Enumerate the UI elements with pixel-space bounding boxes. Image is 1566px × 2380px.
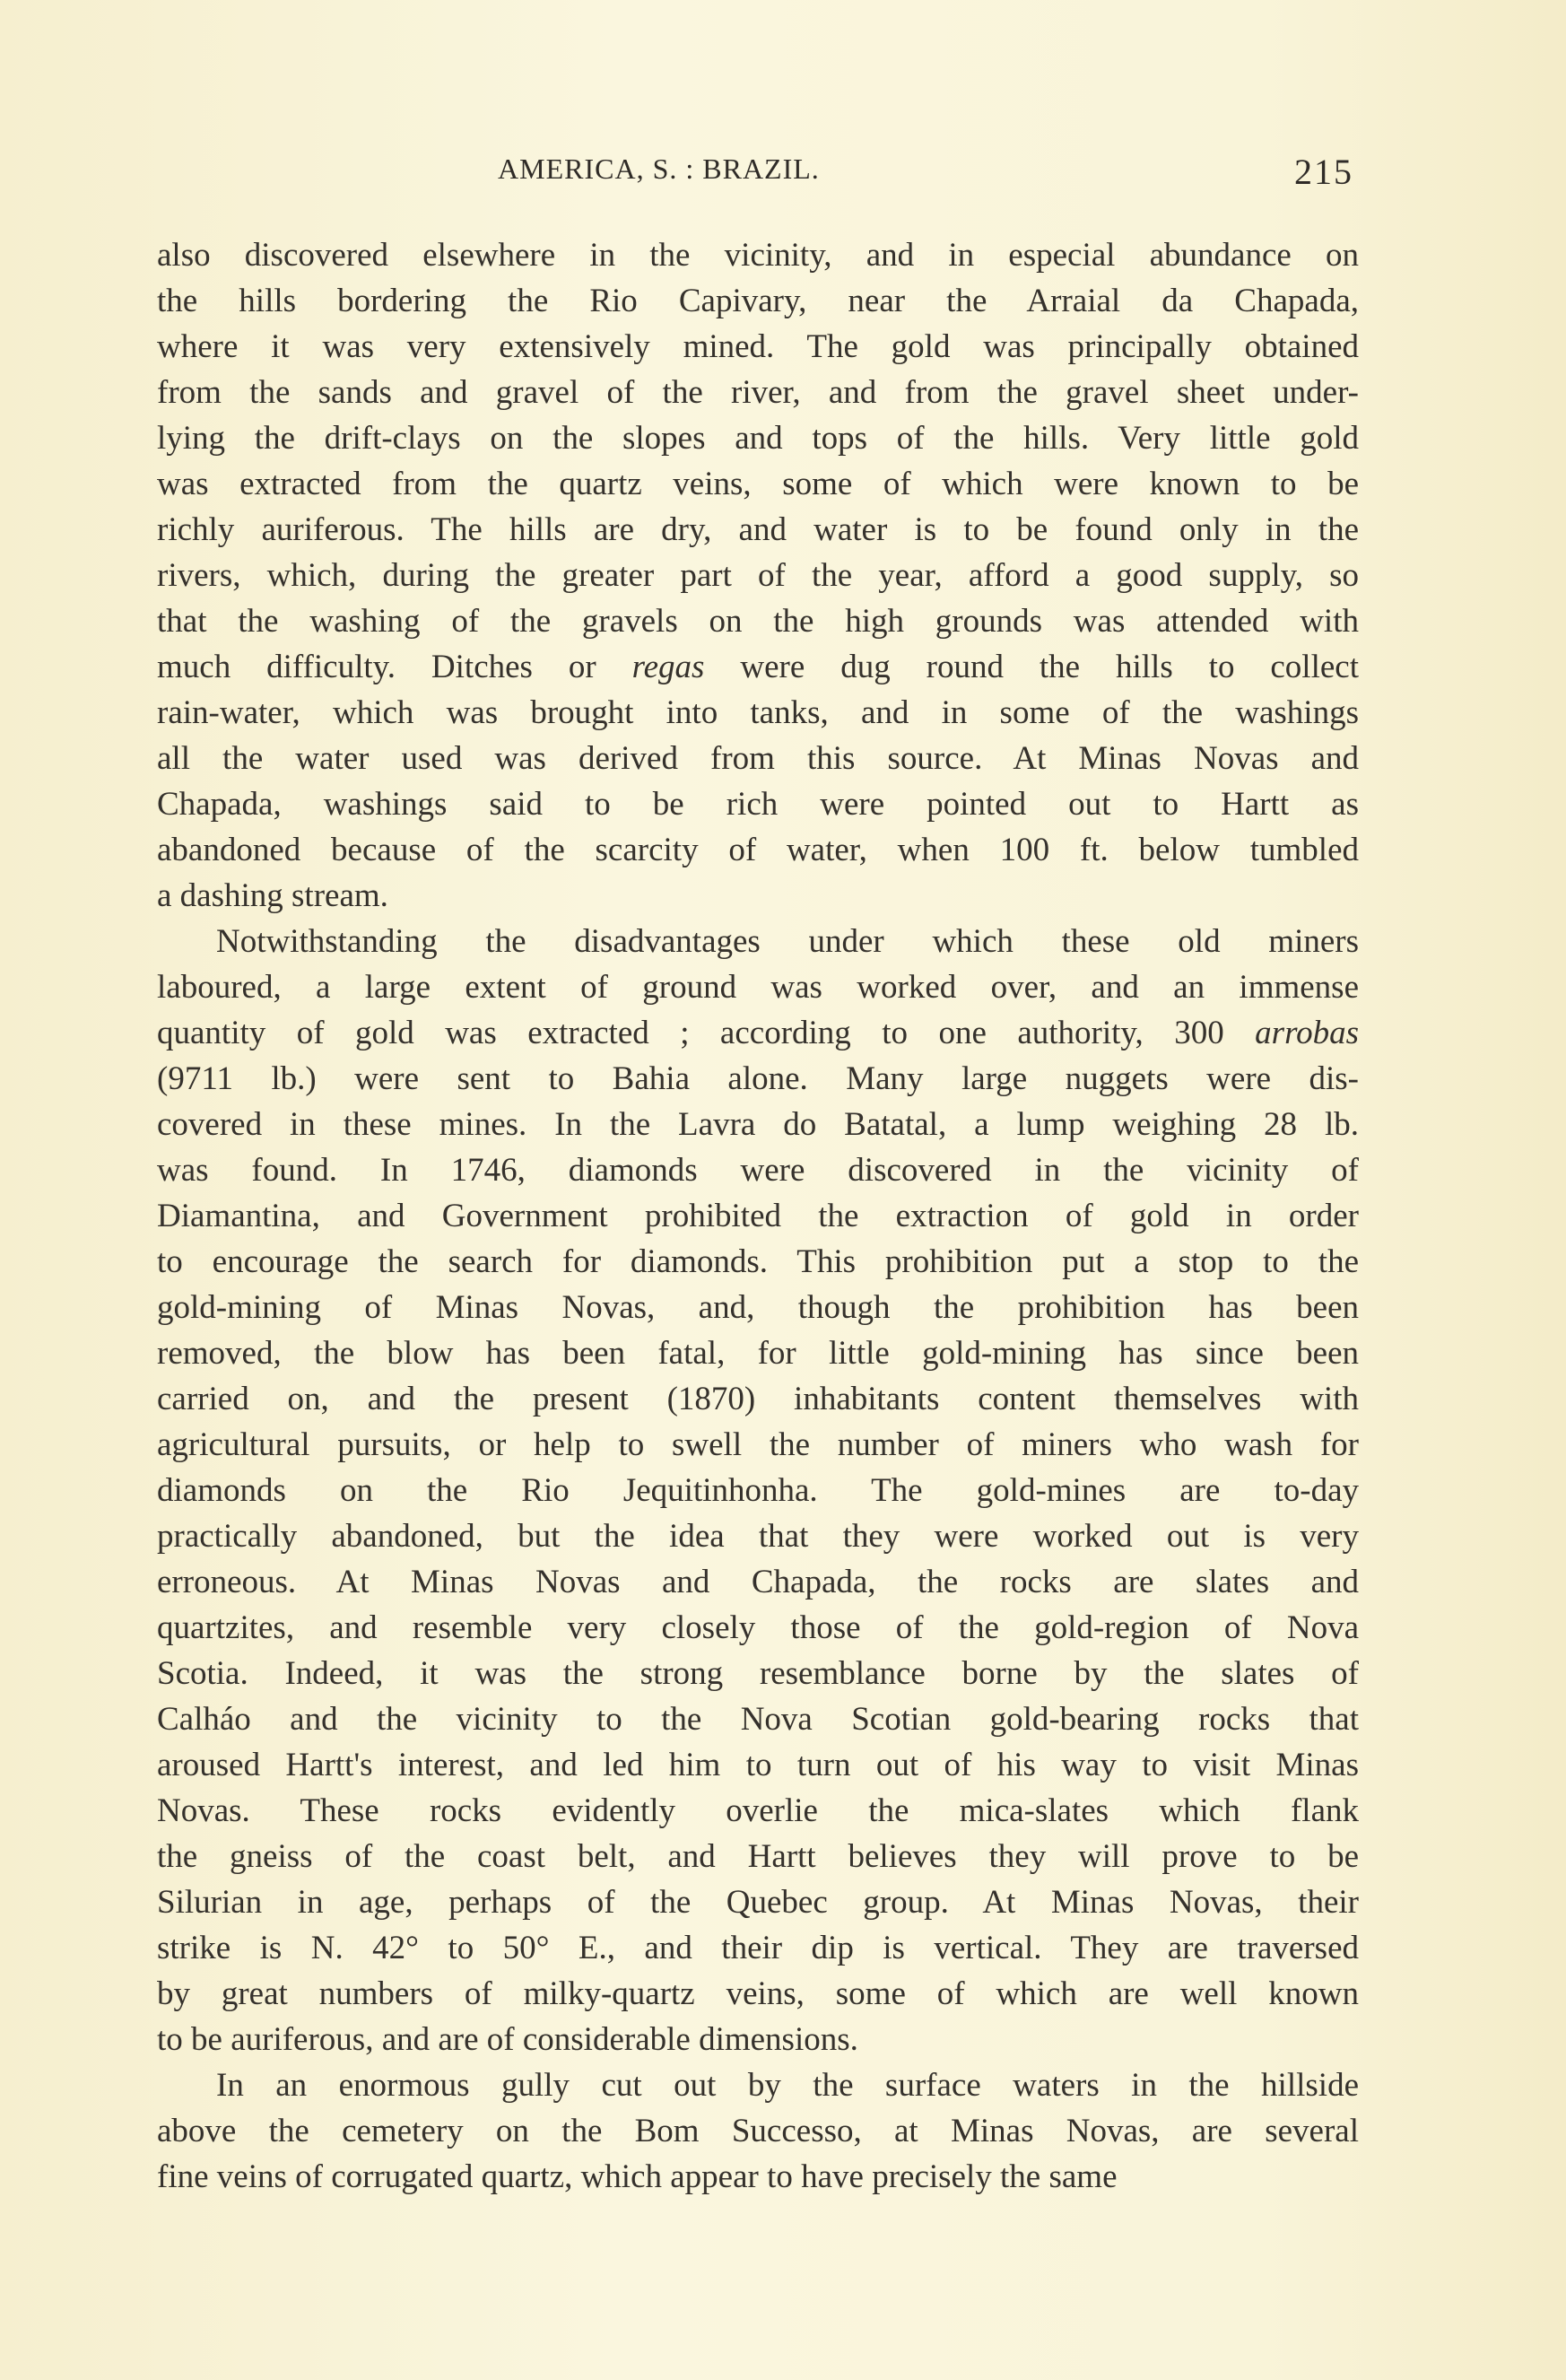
text-line: to encourage the search for diamonds. This prohibition put a stop to the: [157, 1243, 1359, 1280]
running-head: [0, 153, 1566, 197]
text-line: quartzites, and resemble very closely those of the gold-region of Nova: [157, 1609, 1359, 1646]
text-line: Notwithstanding the disadvantages under which these old miners: [216, 923, 1359, 960]
text-line: abandoned because of the scarcity of water, when 100 ft. below tumbled: [157, 832, 1359, 868]
text-line: gold-mining of Minas Novas, and, though the prohibition has been: [157, 1289, 1359, 1326]
text-line: fine veins of corrugated quartz, which appear to have precisely the same: [157, 2158, 1118, 2195]
text-line: to be auriferous, and are of considerable dimensions.: [157, 2021, 858, 2058]
italic-term: arrobas: [1255, 1015, 1359, 1051]
text-line: Diamantina, and Government prohibited the extraction of gold in order: [157, 1198, 1359, 1234]
text-line: agricultural pursuits, or help to swell the number of miners who wash for: [157, 1426, 1359, 1463]
text-line: Calháo and the vicinity to the Nova Scotian gold-bearing rocks that: [157, 1701, 1359, 1738]
text-line: rivers, which, during the greater part of the year, afford a good supply, so: [157, 557, 1359, 594]
text-line: quantity of gold was extracted ; according to one authority, 300 arrobas: [157, 1015, 1359, 1051]
paragraph: [157, 2062, 1359, 2200]
text-line: Silurian in age, perhaps of the Quebec group. At Minas Novas, their: [157, 1884, 1359, 1921]
page-number: 215: [1294, 152, 1353, 192]
text-line: was extracted from the quartz veins, some of which were known to be: [157, 466, 1359, 502]
text-line: that the washing of the gravels on the high grounds was attended with: [157, 603, 1359, 640]
text-line: Scotia. Indeed, it was the strong resemblance borne by the slates of: [157, 1655, 1359, 1692]
text-line: all the water used was derived from this source. At Minas Novas and: [157, 740, 1359, 777]
italic-term: regas: [631, 649, 705, 685]
text-line: by great numbers of milky-quartz veins, some of which are well known: [157, 1975, 1359, 2012]
paragraph: [157, 919, 1359, 2062]
text-line: lying the drift-clays on the slopes and tops of the hills. Very little gold: [157, 420, 1359, 457]
running-title: AMERICA, S. : BRAZIL.: [498, 153, 820, 185]
text-line: covered in these mines. In the Lavra do Batatal, a lump weighing 28 lb.: [157, 1106, 1359, 1143]
text-line: practically abandoned, but the idea that they were worked out is very: [157, 1518, 1359, 1555]
text-line: strike is N. 42° to 50° E., and their dip is vertical. They are traversed: [157, 1930, 1359, 1966]
text-line: from the sands and gravel of the river, and from the gravel sheet under-: [157, 374, 1359, 411]
text-line: erroneous. At Minas Novas and Chapada, the rocks are slates and: [157, 1564, 1359, 1600]
text-line: was found. In 1746, diamonds were discovered in the vicinity of: [157, 1152, 1359, 1189]
text-line: also discovered elsewhere in the vicinity, and in especial abundance on: [157, 237, 1359, 274]
paragraph: [157, 232, 1359, 919]
body-text: [157, 232, 1359, 2200]
text-line: In an enormous gully cut out by the surface waters in the hillside: [216, 2067, 1359, 2104]
text-line: the hills bordering the Rio Capivary, near the Arraial da Chapada,: [157, 283, 1359, 319]
text-line: where it was very extensively mined. The gold was principally obtained: [157, 328, 1359, 365]
text-line: a dashing stream.: [157, 877, 388, 914]
text-line: laboured, a large extent of ground was worked over, and an immense: [157, 969, 1359, 1006]
text-line: rain-water, which was brought into tanks, and in some of the washings: [157, 694, 1359, 731]
text-line: Chapada, washings said to be rich were pointed out to Hartt as: [157, 786, 1359, 823]
text-line: aroused Hartt's interest, and led him to turn out of his way to visit Minas: [157, 1747, 1359, 1783]
text-line: removed, the blow has been fatal, for little gold-mining has since been: [157, 1335, 1359, 1372]
text-line: diamonds on the Rio Jequitinhonha. The gold-mines are to-day: [157, 1472, 1359, 1509]
text-line: Novas. These rocks evidently overlie the mica-slates which flank: [157, 1792, 1359, 1829]
text-line: richly auriferous. The hills are dry, and water is to be found only in the: [157, 511, 1359, 548]
text-line: much difficulty. Ditches or regas were dug round the hills to collect: [157, 649, 1359, 685]
text-line: (9711 lb.) were sent to Bahia alone. Many large nuggets were dis-: [157, 1060, 1359, 1097]
text-line: the gneiss of the coast belt, and Hartt believes they will prove to be: [157, 1838, 1359, 1875]
text-line: carried on, and the present (1870) inhabitants content themselves with: [157, 1381, 1359, 1417]
text-line: above the cemetery on the Bom Successo, at Minas Novas, are several: [157, 2113, 1359, 2149]
